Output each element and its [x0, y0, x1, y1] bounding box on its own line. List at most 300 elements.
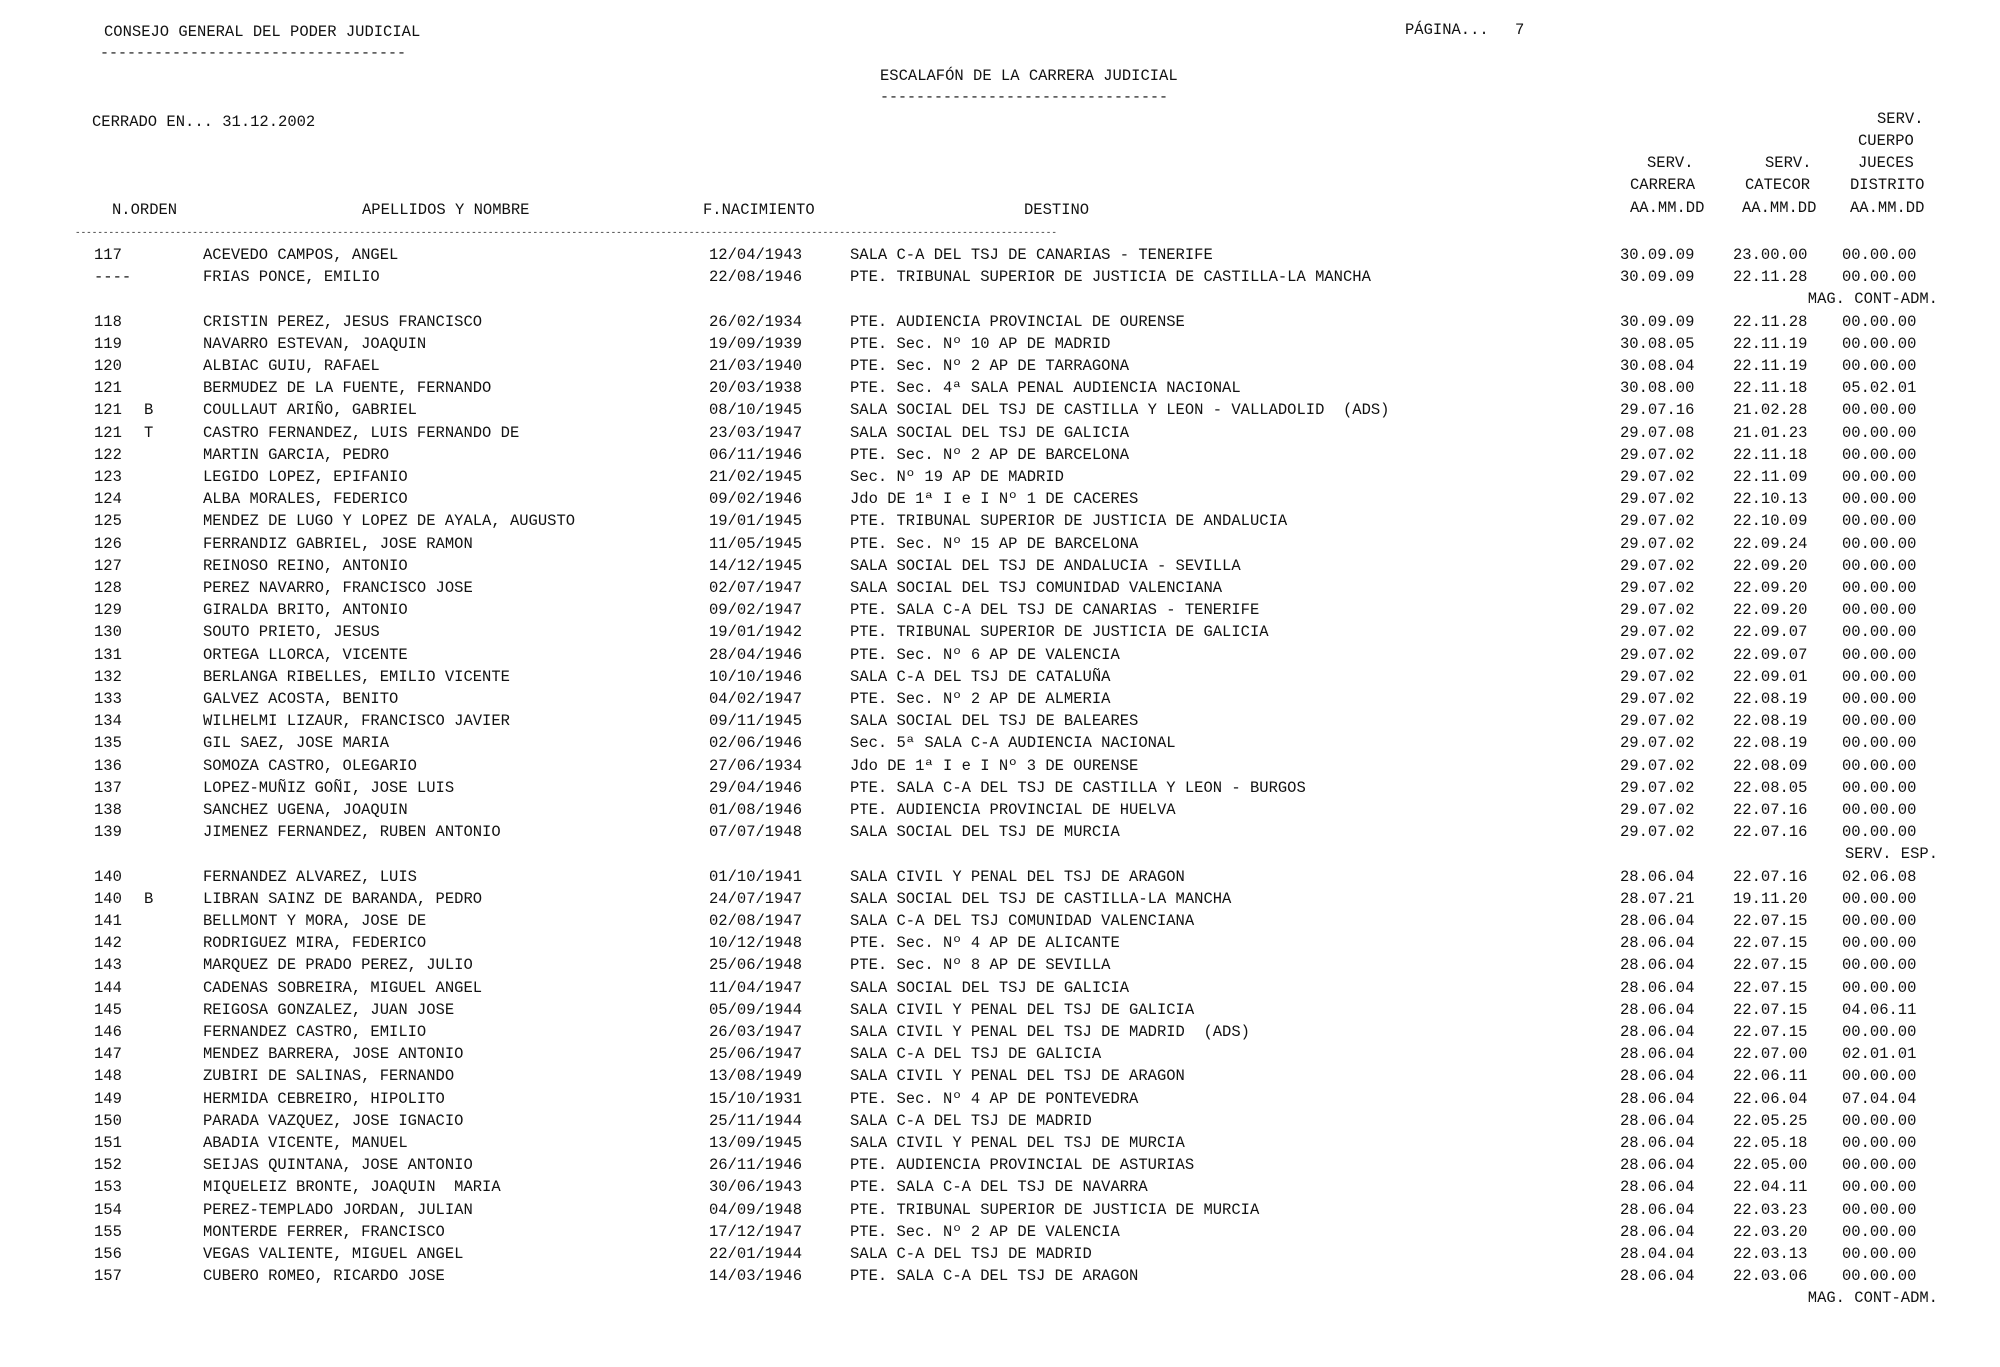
service-career: 29.07.02 [1620, 757, 1695, 775]
service-category: 22.09.20 [1733, 557, 1808, 575]
service-district-judges: 00.00.00 [1842, 512, 1917, 530]
service-district-judges: 00.00.00 [1842, 1178, 1917, 1196]
birth-date: 26/03/1947 [709, 1023, 803, 1041]
service-district-judges: 00.00.00 [1842, 557, 1917, 575]
service-district-judges: 00.00.00 [1842, 1223, 1917, 1241]
birth-date: 02/08/1947 [709, 912, 803, 930]
full-name: BERMUDEZ DE LA FUENTE, FERNANDO [203, 379, 492, 397]
service-category: 23.00.00 [1733, 246, 1808, 264]
col-jueces-5: AA.MM.DD [1850, 199, 1925, 217]
service-career: 28.06.04 [1620, 868, 1695, 886]
full-name: PEREZ-TEMPLADO JORDAN, JULIAN [203, 1201, 473, 1219]
service-career: 28.06.04 [1620, 979, 1695, 997]
birth-date: 12/04/1943 [709, 246, 803, 264]
service-district-judges: 00.00.00 [1842, 1201, 1917, 1219]
birth-date: 06/11/1946 [709, 446, 803, 464]
order-number: 136 [94, 757, 122, 775]
table-row [0, 510, 2000, 532]
service-career: 28.06.04 [1620, 1090, 1695, 1108]
birth-date: 05/09/1944 [709, 1001, 803, 1019]
col-categ-3: AA.MM.DD [1742, 199, 1817, 217]
full-name: REIGOSA GONZALEZ, JUAN JOSE [203, 1001, 455, 1019]
destination: PTE. Sec. 4ª SALA PENAL AUDIENCIA NACIONAL [850, 379, 1241, 397]
order-number: 132 [94, 668, 122, 686]
service-category: 22.09.24 [1733, 535, 1808, 553]
service-district-judges: 00.00.00 [1842, 912, 1917, 930]
service-career: 28.06.04 [1620, 1045, 1695, 1063]
service-category: 22.11.18 [1733, 379, 1808, 397]
order-number: 118 [94, 313, 122, 331]
service-district-judges: 00.00.00 [1842, 490, 1917, 508]
service-district-judges: 00.00.00 [1842, 1067, 1917, 1085]
service-category: 21.02.28 [1733, 401, 1808, 419]
birth-date: 21/02/1945 [709, 468, 803, 486]
table-row [0, 333, 2000, 355]
full-name: MIQUELEIZ BRONTE, JOAQUIN MARIA [203, 1178, 501, 1196]
destination: SALA SOCIAL DEL TSJ DE GALICIA [850, 979, 1130, 997]
order-number: 141 [94, 912, 122, 930]
full-name: SANCHEZ UGENA, JOAQUIN [203, 801, 408, 819]
full-name: ZUBIRI DE SALINAS, FERNANDO [203, 1067, 455, 1085]
full-name: GIL SAEZ, JOSE MARIA [203, 734, 390, 752]
destination: PTE. SALA C-A DEL TSJ DE CANARIAS - TENERIFE [850, 601, 1260, 619]
order-number: 126 [94, 535, 122, 553]
col-fnac: F.NACIMIENTO [703, 201, 815, 219]
destination: SALA CIVIL Y PENAL DEL TSJ DE MADRID (ADS) [850, 1023, 1250, 1041]
order-number: 152 [94, 1156, 122, 1174]
destination: PTE. TRIBUNAL SUPERIOR DE JUSTICIA DE CASTILLA-LA MANCHA [850, 268, 1371, 286]
service-category: 22.08.19 [1733, 734, 1808, 752]
service-category: 22.07.15 [1733, 912, 1808, 930]
order-number: 153 [94, 1178, 122, 1196]
full-name: BERLANGA RIBELLES, EMILIO VICENTE [203, 668, 510, 686]
birth-date: 26/02/1934 [709, 313, 803, 331]
service-career: 29.07.02 [1620, 535, 1695, 553]
birth-date: 24/07/1947 [709, 890, 803, 908]
order-number: 155 [94, 1223, 122, 1241]
service-district-judges: 00.00.00 [1842, 1112, 1917, 1130]
order-number: 146 [94, 1023, 122, 1041]
birth-date: 19/01/1945 [709, 512, 803, 530]
service-district-judges: 00.00.00 [1842, 401, 1917, 419]
service-career: 30.08.04 [1620, 357, 1695, 375]
service-career: 28.06.04 [1620, 1267, 1695, 1285]
table-row [0, 710, 2000, 732]
table-row [0, 799, 2000, 821]
service-district-judges: 00.00.00 [1842, 1023, 1917, 1041]
full-name: FRIAS PONCE, EMILIO [203, 268, 380, 286]
order-number: 128 [94, 579, 122, 597]
service-career: 29.07.08 [1620, 424, 1695, 442]
service-category: 22.08.19 [1733, 690, 1808, 708]
destination: SALA SOCIAL DEL TSJ COMUNIDAD VALENCIANA [850, 579, 1223, 597]
birth-date: 11/04/1947 [709, 979, 803, 997]
table-row [0, 755, 2000, 777]
destination: PTE. SALA C-A DEL TSJ DE CASTILLA Y LEON - BURGOS [850, 779, 1306, 797]
service-category: 22.09.07 [1733, 646, 1808, 664]
table-row [0, 999, 2000, 1021]
page-label: PÁGINA... [1405, 21, 1489, 39]
order-number: 127 [94, 557, 122, 575]
service-career: 30.08.00 [1620, 379, 1695, 397]
table-row [0, 1199, 2000, 1221]
order-number: 121 [94, 379, 122, 397]
order-number: 119 [94, 335, 122, 353]
birth-date: 13/09/1945 [709, 1134, 803, 1152]
birth-date: 15/10/1931 [709, 1090, 803, 1108]
service-district-judges: 00.00.00 [1842, 690, 1917, 708]
birth-date: 22/01/1944 [709, 1245, 803, 1263]
destination: PTE. SALA C-A DEL TSJ DE NAVARRA [850, 1178, 1148, 1196]
col-jueces-4: DISTRITO [1850, 176, 1925, 194]
service-district-judges: 00.00.00 [1842, 779, 1917, 797]
table-row [0, 621, 2000, 643]
col-jueces-1: SERV. [1877, 110, 1924, 128]
service-career: 29.07.02 [1620, 823, 1695, 841]
birth-date: 29/04/1946 [709, 779, 803, 797]
service-career: 28.06.04 [1620, 912, 1695, 930]
service-career: 28.06.04 [1620, 1001, 1695, 1019]
service-career: 29.07.02 [1620, 801, 1695, 819]
service-career: 29.07.02 [1620, 579, 1695, 597]
full-name: PARADA VAZQUEZ, JOSE IGNACIO [203, 1112, 464, 1130]
birth-date: 14/03/1946 [709, 1267, 803, 1285]
birth-date: 19/09/1939 [709, 335, 803, 353]
service-career: 28.06.04 [1620, 1223, 1695, 1241]
full-name: FERRANDIZ GABRIEL, JOSE RAMON [203, 535, 473, 553]
table-row [0, 577, 2000, 599]
service-career: 28.06.04 [1620, 1156, 1695, 1174]
full-name: MENDEZ BARRERA, JOSE ANTONIO [203, 1045, 464, 1063]
service-category: 22.07.15 [1733, 1023, 1808, 1041]
service-category: 22.07.15 [1733, 934, 1808, 952]
full-name: ORTEGA LLORCA, VICENTE [203, 646, 408, 664]
order-number: 148 [94, 1067, 122, 1085]
destination: Jdo DE 1ª I e I Nº 3 DE OURENSE [850, 757, 1139, 775]
section-note: MAG. CONT-ADM. [1807, 290, 1938, 308]
service-career: 29.07.02 [1620, 668, 1695, 686]
service-career: 28.06.04 [1620, 1201, 1695, 1219]
destination: SALA SOCIAL DEL TSJ DE ANDALUCIA - SEVILLA [850, 557, 1241, 575]
destination: PTE. Sec. Nº 2 AP DE TARRAGONA [850, 357, 1130, 375]
service-district-judges: 00.00.00 [1842, 1156, 1917, 1174]
full-name: CRISTIN PEREZ, JESUS FRANCISCO [203, 313, 483, 331]
full-name: PEREZ NAVARRO, FRANCISCO JOSE [203, 579, 473, 597]
service-district-judges: 00.00.00 [1842, 956, 1917, 974]
full-name: CUBERO ROMEO, RICARDO JOSE [203, 1267, 445, 1285]
service-category: 22.11.18 [1733, 446, 1808, 464]
page-number: 7 [1515, 21, 1525, 39]
service-district-judges: 00.00.00 [1842, 934, 1917, 952]
service-category: 22.03.20 [1733, 1223, 1808, 1241]
service-category: 22.07.00 [1733, 1045, 1808, 1063]
order-number: 139 [94, 823, 122, 841]
order-number: 147 [94, 1045, 122, 1063]
service-career: 28.06.04 [1620, 956, 1695, 974]
destination: SALA C-A DEL TSJ DE MADRID [850, 1112, 1092, 1130]
closed-date: CERRADO EN... 31.12.2002 [92, 113, 316, 131]
service-category: 22.11.19 [1733, 335, 1808, 353]
birth-date: 02/07/1947 [709, 579, 803, 597]
col-jueces-2: CUERPO [1858, 132, 1914, 150]
destination: SALA SOCIAL DEL TSJ DE MURCIA [850, 823, 1120, 841]
destination: PTE. TRIBUNAL SUPERIOR DE JUSTICIA DE ANDALUCIA [850, 512, 1288, 530]
order-number: 151 [94, 1134, 122, 1152]
destination: PTE. Sec. Nº 10 AP DE MADRID [850, 335, 1111, 353]
service-category: 21.01.23 [1733, 424, 1808, 442]
section-note: MAG. CONT-ADM. [1807, 1289, 1938, 1307]
destination: Sec. Nº 19 AP DE MADRID [850, 468, 1064, 486]
table-row [0, 1243, 2000, 1265]
full-name: WILHELMI LIZAUR, FRANCISCO JAVIER [203, 712, 510, 730]
destination: SALA C-A DEL TSJ DE CANARIAS - TENERIFE [850, 246, 1213, 264]
col-destino: DESTINO [1024, 201, 1090, 219]
destination: SALA SOCIAL DEL TSJ DE CASTILLA Y LEON - VALLADOLID (ADS) [850, 401, 1390, 419]
destination: PTE. AUDIENCIA PROVINCIAL DE ASTURIAS [850, 1156, 1195, 1174]
order-number: 121 [94, 424, 122, 442]
destination: PTE. Sec. Nº 15 AP DE BARCELONA [850, 535, 1139, 553]
order-number: 134 [94, 712, 122, 730]
service-category: 22.07.16 [1733, 801, 1808, 819]
service-career: 28.06.04 [1620, 1112, 1695, 1130]
destination: PTE. Sec. Nº 2 AP DE BARCELONA [850, 446, 1130, 464]
birth-date: 20/03/1938 [709, 379, 803, 397]
service-career: 29.07.02 [1620, 468, 1695, 486]
service-category: 22.08.05 [1733, 779, 1808, 797]
order-number: 156 [94, 1245, 122, 1263]
full-name: CASTRO FERNANDEZ, LUIS FERNANDO DE [203, 424, 520, 442]
service-district-judges: 00.00.00 [1842, 823, 1917, 841]
service-category: 22.07.15 [1733, 956, 1808, 974]
birth-date: 14/12/1945 [709, 557, 803, 575]
service-district-judges: 00.00.00 [1842, 979, 1917, 997]
service-district-judges: 00.00.00 [1842, 313, 1917, 331]
birth-date: 13/08/1949 [709, 1067, 803, 1085]
table-row [0, 1221, 2000, 1243]
service-career: 30.09.09 [1620, 246, 1695, 264]
col-carrera-1: SERV. [1647, 154, 1694, 172]
destination: SALA SOCIAL DEL TSJ DE BALEARES [850, 712, 1139, 730]
table-row [0, 777, 2000, 799]
birth-date: 08/10/1945 [709, 401, 803, 419]
table-row [0, 732, 2000, 754]
birth-date: 11/05/1945 [709, 535, 803, 553]
order-number: 120 [94, 357, 122, 375]
destination: SALA SOCIAL DEL TSJ DE CASTILLA-LA MANCHA [850, 890, 1232, 908]
table-row [0, 1043, 2000, 1065]
full-name: MARQUEZ DE PRADO PEREZ, JULIO [203, 956, 473, 974]
service-category: 22.11.19 [1733, 357, 1808, 375]
table-row [0, 311, 2000, 333]
birth-date: 04/02/1947 [709, 690, 803, 708]
service-category: 22.08.09 [1733, 757, 1808, 775]
destination: SALA C-A DEL TSJ DE MADRID [850, 1245, 1092, 1263]
order-suffix: B [144, 890, 154, 908]
full-name: GIRALDA BRITO, ANTONIO [203, 601, 408, 619]
service-category: 22.07.15 [1733, 979, 1808, 997]
birth-date: 09/11/1945 [709, 712, 803, 730]
service-category: 22.07.15 [1733, 1001, 1808, 1019]
full-name: COULLAUT ARIÑO, GABRIEL [203, 401, 417, 419]
col-categ-2: CATECOR [1745, 176, 1811, 194]
col-orden: N.ORDEN [112, 201, 178, 219]
table-row [0, 910, 2000, 932]
service-category: 22.05.18 [1733, 1134, 1808, 1152]
order-number: 130 [94, 623, 122, 641]
birth-date: 10/10/1946 [709, 668, 803, 686]
table-row [0, 1088, 2000, 1110]
destination: PTE. Sec. Nº 4 AP DE ALICANTE [850, 934, 1120, 952]
service-career: 29.07.02 [1620, 646, 1695, 664]
full-name: CADENAS SOBREIRA, MIGUEL ANGEL [203, 979, 483, 997]
birth-date: 09/02/1946 [709, 490, 803, 508]
service-career: 29.07.02 [1620, 601, 1695, 619]
order-number: 145 [94, 1001, 122, 1019]
service-district-judges: 00.00.00 [1842, 579, 1917, 597]
service-career: 28.06.04 [1620, 1134, 1695, 1152]
full-name: LIBRAN SAINZ DE BARANDA, PEDRO [203, 890, 483, 908]
birth-date: 01/08/1946 [709, 801, 803, 819]
col-jueces-3: JUECES [1858, 154, 1914, 172]
order-number: 125 [94, 512, 122, 530]
table-row [0, 977, 2000, 999]
order-number: 144 [94, 979, 122, 997]
service-district-judges: 00.00.00 [1842, 646, 1917, 664]
service-district-judges: 00.00.00 [1842, 1245, 1917, 1263]
service-category: 22.10.09 [1733, 512, 1808, 530]
table-row [0, 377, 2000, 399]
order-number: 154 [94, 1201, 122, 1219]
table-row [0, 932, 2000, 954]
full-name: NAVARRO ESTEVAN, JOAQUIN [203, 335, 427, 353]
table-row [0, 599, 2000, 621]
service-district-judges: 00.00.00 [1842, 535, 1917, 553]
table-row [0, 1265, 2000, 1287]
full-name: LEGIDO LOPEZ, EPIFANIO [203, 468, 408, 486]
service-district-judges: 00.00.00 [1842, 712, 1917, 730]
service-career: 29.07.02 [1620, 446, 1695, 464]
service-category: 22.07.16 [1733, 868, 1808, 886]
service-district-judges: 04.06.11 [1842, 1001, 1917, 1019]
destination: PTE. AUDIENCIA PROVINCIAL DE HUELVA [850, 801, 1176, 819]
table-row [0, 1110, 2000, 1132]
order-suffix: B [144, 401, 154, 419]
service-category: 22.09.07 [1733, 623, 1808, 641]
table-row [0, 422, 2000, 444]
birth-date: 19/01/1942 [709, 623, 803, 641]
destination: SALA CIVIL Y PENAL DEL TSJ DE MURCIA [850, 1134, 1185, 1152]
birth-date: 02/06/1946 [709, 734, 803, 752]
destination: Sec. 5ª SALA C-A AUDIENCIA NACIONAL [850, 734, 1176, 752]
full-name: LOPEZ-MUÑIZ GOÑI, JOSE LUIS [203, 779, 455, 797]
table-row [0, 533, 2000, 555]
birth-date: 10/12/1948 [709, 934, 803, 952]
table-row [0, 954, 2000, 976]
table-row [0, 888, 2000, 910]
org-underline: ---------------------------------- [100, 45, 407, 62]
service-district-judges: 00.00.00 [1842, 734, 1917, 752]
service-category: 22.09.20 [1733, 579, 1808, 597]
service-district-judges: 00.00.00 [1842, 246, 1917, 264]
service-district-judges: 07.04.04 [1842, 1090, 1917, 1108]
full-name: REINOSO REINO, ANTONIO [203, 557, 408, 575]
service-category: 22.11.28 [1733, 268, 1808, 286]
birth-date: 23/03/1947 [709, 424, 803, 442]
birth-date: 17/12/1947 [709, 1223, 803, 1241]
order-number: 157 [94, 1267, 122, 1285]
destination: PTE. Sec. Nº 6 AP DE VALENCIA [850, 646, 1120, 664]
birth-date: 07/07/1948 [709, 823, 803, 841]
service-category: 22.05.25 [1733, 1112, 1808, 1130]
full-name: MONTERDE FERRER, FRANCISCO [203, 1223, 445, 1241]
birth-date: 25/06/1948 [709, 956, 803, 974]
service-category: 22.11.28 [1733, 313, 1808, 331]
service-category: 22.09.01 [1733, 668, 1808, 686]
full-name: FERNANDEZ CASTRO, EMILIO [203, 1023, 427, 1041]
col-categ-1: SERV. [1765, 154, 1812, 172]
service-category: 22.04.11 [1733, 1178, 1808, 1196]
full-name: MENDEZ DE LUGO Y LOPEZ DE AYALA, AUGUSTO [203, 512, 576, 530]
full-name: SEIJAS QUINTANA, JOSE ANTONIO [203, 1156, 473, 1174]
service-district-judges: 05.02.01 [1842, 379, 1917, 397]
service-career: 29.07.02 [1620, 557, 1695, 575]
col-carrera-3: AA.MM.DD [1630, 199, 1705, 217]
full-name: FERNANDEZ ALVAREZ, LUIS [203, 868, 417, 886]
section-note: SERV. ESP. [1844, 845, 1938, 863]
destination: SALA C-A DEL TSJ COMUNIDAD VALENCIANA [850, 912, 1195, 930]
destination: PTE. Sec. Nº 8 AP DE SEVILLA [850, 956, 1111, 974]
service-category: 22.05.00 [1733, 1156, 1808, 1174]
full-name: VEGAS VALIENTE, MIGUEL ANGEL [203, 1245, 464, 1263]
full-name: ACEVEDO CAMPOS, ANGEL [203, 246, 399, 264]
destination: PTE. Sec. Nº 2 AP DE VALENCIA [850, 1223, 1120, 1241]
order-number: 138 [94, 801, 122, 819]
service-career: 30.09.09 [1620, 268, 1695, 286]
order-number: 142 [94, 934, 122, 952]
service-district-judges: 00.00.00 [1842, 1134, 1917, 1152]
table-row [0, 555, 2000, 577]
title-underline: -------------------------------- [880, 89, 1169, 106]
order-number: 129 [94, 601, 122, 619]
table-row [0, 644, 2000, 666]
full-name: BELLMONT Y MORA, JOSE DE [203, 912, 427, 930]
destination: SALA CIVIL Y PENAL DEL TSJ DE ARAGON [850, 1067, 1185, 1085]
service-category: 22.11.09 [1733, 468, 1808, 486]
order-number: 124 [94, 490, 122, 508]
service-district-judges: 00.00.00 [1842, 601, 1917, 619]
order-number: 117 [94, 246, 122, 264]
service-category: 22.03.06 [1733, 1267, 1808, 1285]
order-number: 121 [94, 401, 122, 419]
birth-date: 22/08/1946 [709, 268, 803, 286]
service-category: 22.07.16 [1733, 823, 1808, 841]
table-row [0, 444, 2000, 466]
birth-date: 04/09/1948 [709, 1201, 803, 1219]
service-career: 30.08.05 [1620, 335, 1695, 353]
service-career: 29.07.02 [1620, 512, 1695, 530]
birth-date: 09/02/1947 [709, 601, 803, 619]
service-career: 29.07.16 [1620, 401, 1695, 419]
table-row [0, 1065, 2000, 1087]
service-career: 28.06.04 [1620, 934, 1695, 952]
service-district-judges: 00.00.00 [1842, 890, 1917, 908]
service-district-judges: 02.01.01 [1842, 1045, 1917, 1063]
birth-date: 25/11/1944 [709, 1112, 803, 1130]
service-category: 22.08.19 [1733, 712, 1808, 730]
order-number: 122 [94, 446, 122, 464]
destination: PTE. TRIBUNAL SUPERIOR DE JUSTICIA DE MURCIA [850, 1201, 1260, 1219]
service-career: 28.06.04 [1620, 1023, 1695, 1041]
